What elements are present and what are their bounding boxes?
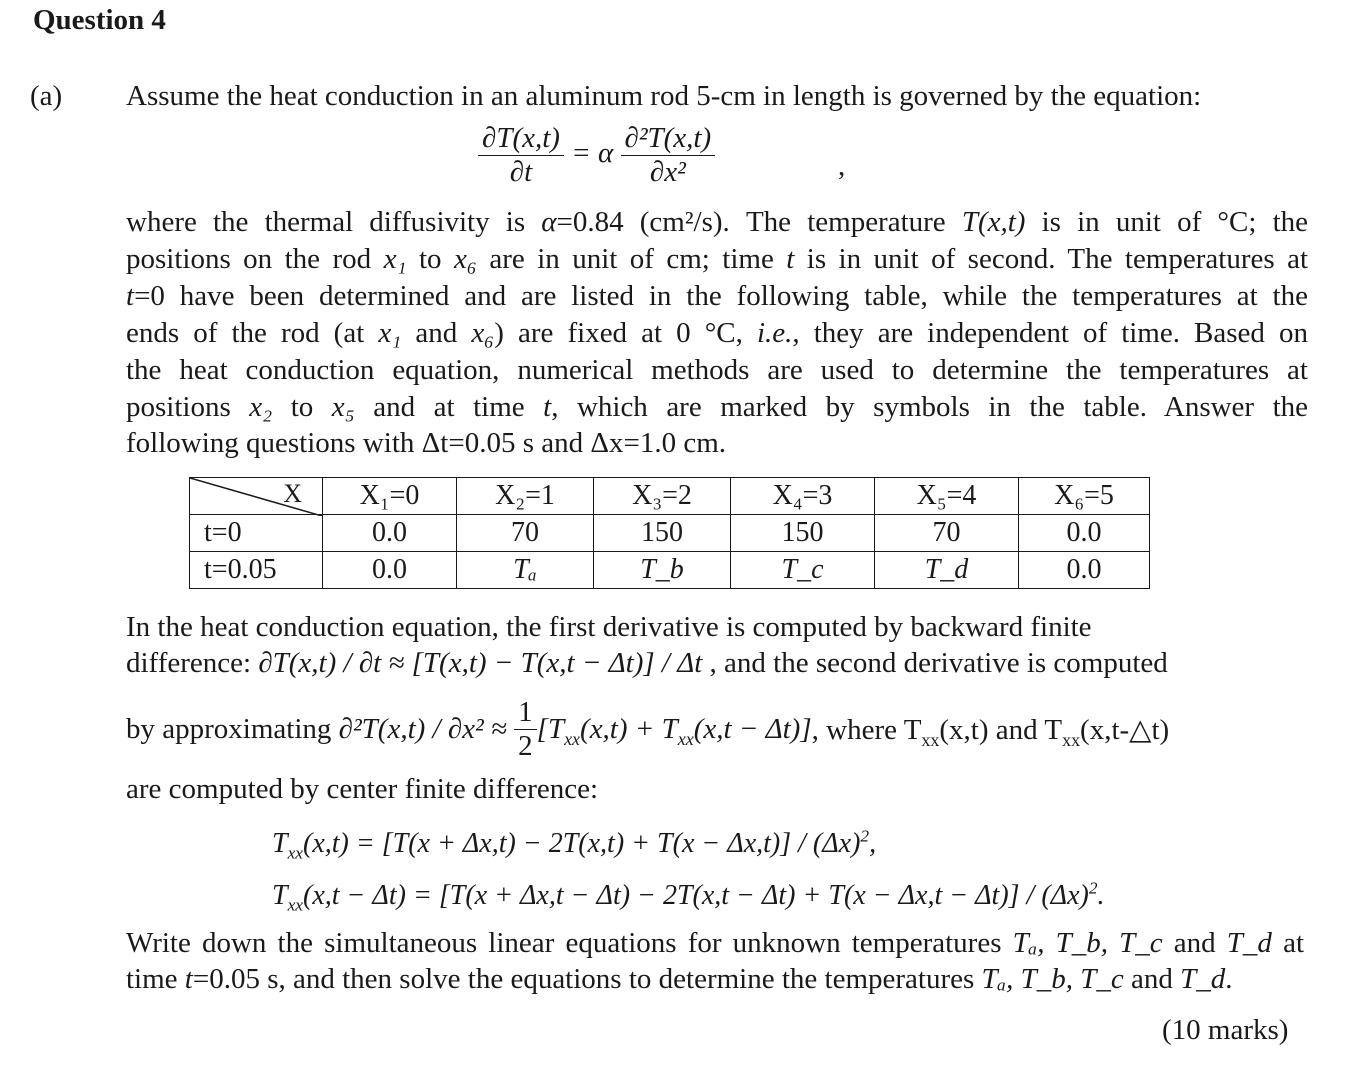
row-label: t=0: [190, 515, 323, 552]
corner-cell: [190, 478, 323, 515]
rhs-fraction: [621, 122, 716, 189]
table-cell: T_d: [875, 552, 1019, 589]
para2-line1: In the heat conduction equation, the first derivative is computed by backward finite: [126, 611, 1092, 643]
lhs-denominator: ∂t: [478, 155, 564, 189]
table-cell: 0.0: [1019, 552, 1150, 589]
intro-line: Assume the heat conduction in an aluminum rod 5-cm in length is governed by the equation:: [126, 80, 1202, 112]
equals-alpha: = α: [571, 137, 614, 170]
part-label: (a): [30, 80, 63, 112]
para1-line4: ends of the rod (at x₁ and x₆) are fixed at 0 °C, i.e., they are independent of time. Based on: [126, 317, 1308, 349]
para2-line4: are computed by center finite difference:: [126, 773, 599, 805]
column-header: X₅=4: [875, 478, 1019, 515]
para1-line7: following questions with Δt=0.05 s and Δx=1.0 cm.: [126, 427, 727, 459]
para1-line1: where the thermal diffusivity is α=0.84 (cm²/s). The temperature T(x,t) is in unit of °C; the: [126, 206, 1308, 238]
table-row: [190, 552, 1150, 589]
para3-line2: time t=0.05 s, and then solve the equations to determine the temperatures Tₐ, T_b, T_c and T_d.: [126, 963, 1233, 995]
diagonal-line: [190, 478, 322, 516]
temperature-table: [189, 477, 1150, 589]
rhs-numerator: ∂²T(x,t): [624, 122, 712, 154]
para3-line1: Write down the simultaneous linear equations for unknown temperatures Tₐ, T_b, T_c and T_d at: [126, 927, 1304, 959]
lhs-numerator: ∂T(x,t): [482, 122, 560, 154]
column-header: X₂=1: [457, 478, 594, 515]
rhs-denominator: ∂x²: [621, 155, 716, 189]
column-header: X₄=3: [731, 478, 875, 515]
table-cell: 150: [731, 515, 875, 552]
half-fraction: $\frac{1}{2}$: [514, 696, 537, 763]
marks-label: (10 marks): [1162, 1014, 1289, 1046]
column-header: X₆=5: [1019, 478, 1150, 515]
para1-line3: t=0 have been determined and are listed in the following table, while the temperatures at the: [126, 280, 1308, 312]
para2-line2: difference: ∂T(x,t) / ∂t ≈ [T(x,t) − T(x,t − Δt)] / Δt , and the second derivative is computed: [126, 647, 1168, 679]
table-cell: 70: [875, 515, 1019, 552]
column-header: X₃=2: [594, 478, 731, 515]
table-cell: T_b: [594, 552, 731, 589]
table-header-row: [190, 478, 1150, 515]
column-header: X₁=0: [323, 478, 457, 515]
table-cell: 0.0: [1019, 515, 1150, 552]
para1-line2: positions on the rod x₁ to x₆ are in unit of cm; time t is in unit of second. The temperatures at: [126, 243, 1309, 275]
para1-line6: positions x₂ to x₅ and at time t, which are marked by symbols in the table. Answer the: [126, 391, 1309, 423]
para2-line3: by approximating ∂²T(x,t) / ∂x² ≈ $\frac{1}{2}$ $[T_{xx}(x,t) + T_{xx}(x,t - \Delta t)]$, where $T_{xx}(x,t)$ and $T_{xx}(x,t-\triangle t)$: [126, 696, 1170, 762]
question-title: Question 4: [33, 4, 166, 36]
table-cell: 0.0: [323, 552, 457, 589]
para1-line5: the heat conduction equation, numerical methods are used to determine the temperatures at: [126, 354, 1308, 386]
center-difference-eq1: $T_{xx}(x,t) = [T(x + \Delta x,t) - 2T(x,t) + T(x - \Delta x,t)] / (\Delta x)^2$,: [272, 826, 877, 863]
equation-comma: ,: [838, 150, 846, 182]
table-cell: 150: [594, 515, 731, 552]
table-cell: T_c: [731, 552, 875, 589]
table-cell: 70: [457, 515, 594, 552]
table-row: [190, 515, 1150, 552]
table-cell: 0.0: [323, 515, 457, 552]
table-cell: Tₐ: [457, 552, 594, 589]
center-difference-eq2: $T_{xx}(x,t - \Delta t) = [T(x + \Delta x,t - \Delta t) - 2T(x,t - \Delta t) + T(x - \Delta x,t - \Delta t)] / (\Delta x)^2$.: [272, 878, 1105, 915]
heat-equation: [478, 122, 715, 189]
row-label: t=0.05: [190, 552, 323, 589]
lhs-fraction: [478, 122, 564, 189]
corner-label: X: [283, 479, 302, 508]
